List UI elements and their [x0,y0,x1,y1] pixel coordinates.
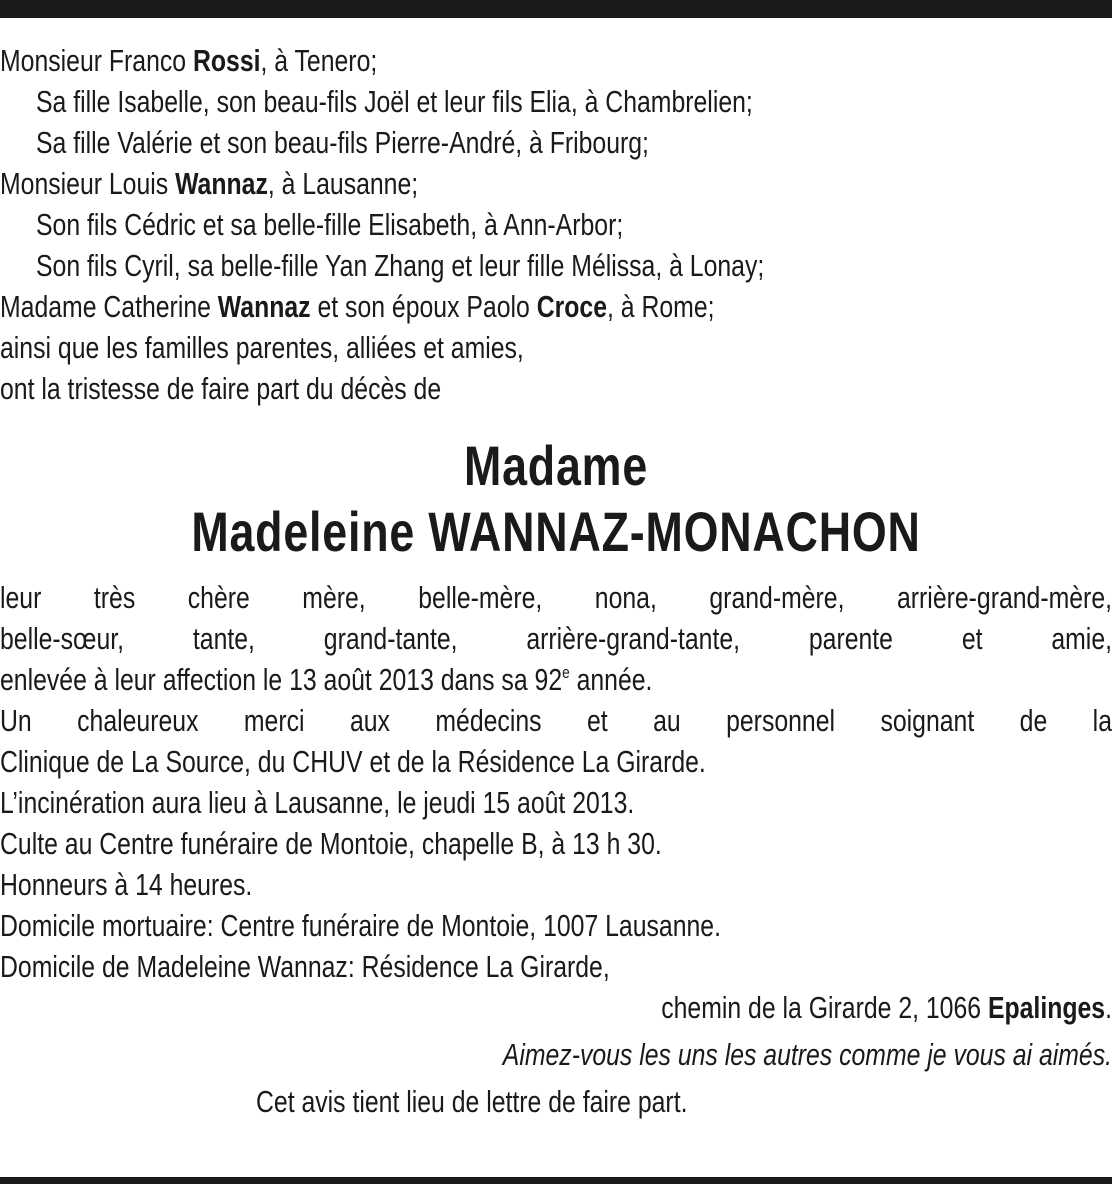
quote: Aimez-vous les uns les autres comme je vous ai aimés. [502,1037,1112,1072]
town-name: Epalinges [987,990,1106,1025]
details-text: chemin de la Girarde 2, 1066 [661,990,988,1025]
top-rule [0,0,1112,18]
details-line: Domicile de Madeleine Wannaz: Résidence La Girarde, [0,949,610,984]
family-surname: Wannaz [217,289,311,324]
ordinal-suffix: e [562,663,570,683]
family-line: Son fils Cyril, sa belle-fille Yan Zhang et leur fille Mélissa, à Lonay; [36,248,765,283]
family-line [0,163,1112,204]
details-text: enlevée à leur affection le 13 août 2013 dans sa 92 [0,662,563,697]
family-line [0,286,1112,327]
deceased-name: Madeleine WANNAZ-MONACHON [191,500,921,563]
address-line [0,987,1112,1028]
details-line: Domicile mortuaire: Centre funéraire de Montoie, 1007 Lausanne. [0,908,721,943]
family-line: Son fils Cédric et sa belle-fille Elisabeth, à Ann-Arbor; [36,207,624,242]
details-line: Un chaleureux merci aux médecins et au personnel soignant de la [0,703,1112,738]
family-text: , à Tenero; [260,43,378,78]
family-line: ainsi que les familles parentes, alliées et amies, [0,330,524,365]
obituary-notice [0,40,1112,1122]
family-text: Madame Catherine [0,289,218,324]
family-text: Monsieur Franco [0,43,193,78]
details-line: Clinique de La Source, du CHUV et de la Résidence La Girarde. [0,744,706,779]
family-line [0,40,1112,81]
family-surname: Rossi [192,43,261,78]
family-text: , à Lausanne; [267,166,419,201]
closing-note: Cet avis tient lieu de lettre de faire part. [256,1084,688,1119]
details-line: belle-sœur, tante, grand-tante, arrière-grand-tante, parente et amie, [0,621,1112,656]
family-line: ont la tristesse de faire part du décès de [0,371,442,406]
details-line: Honneurs à 14 heures. [0,867,253,902]
family-text: , à Rome; [607,289,715,324]
family-line: Sa fille Isabelle, son beau-fils Joël et leur fils Elia, à Chambrelien; [36,84,753,119]
bottom-rule [0,1177,1112,1184]
deceased-title: Madame [463,434,649,497]
deceased-heading [0,433,1112,565]
details-line: leur très chère mère, belle-mère, nona, grand-mère, arrière-grand-mère, [0,580,1112,615]
family-line: Sa fille Valérie et son beau-fils Pierre-André, à Fribourg; [36,125,649,160]
family-text: et son époux Paolo [310,289,537,324]
details-line: Culte au Centre funéraire de Montoie, chapelle B, à 13 h 30. [0,826,662,861]
details-text: année. [569,662,653,697]
details-text: . [1105,990,1112,1025]
family-surname: Wannaz [175,166,268,201]
family-surname: Croce [536,289,607,324]
details-line [0,659,1112,700]
details-line: L’incinération aura lieu à Lausanne, le jeudi 15 août 2013. [0,785,635,820]
family-text: Monsieur Louis [0,166,176,201]
